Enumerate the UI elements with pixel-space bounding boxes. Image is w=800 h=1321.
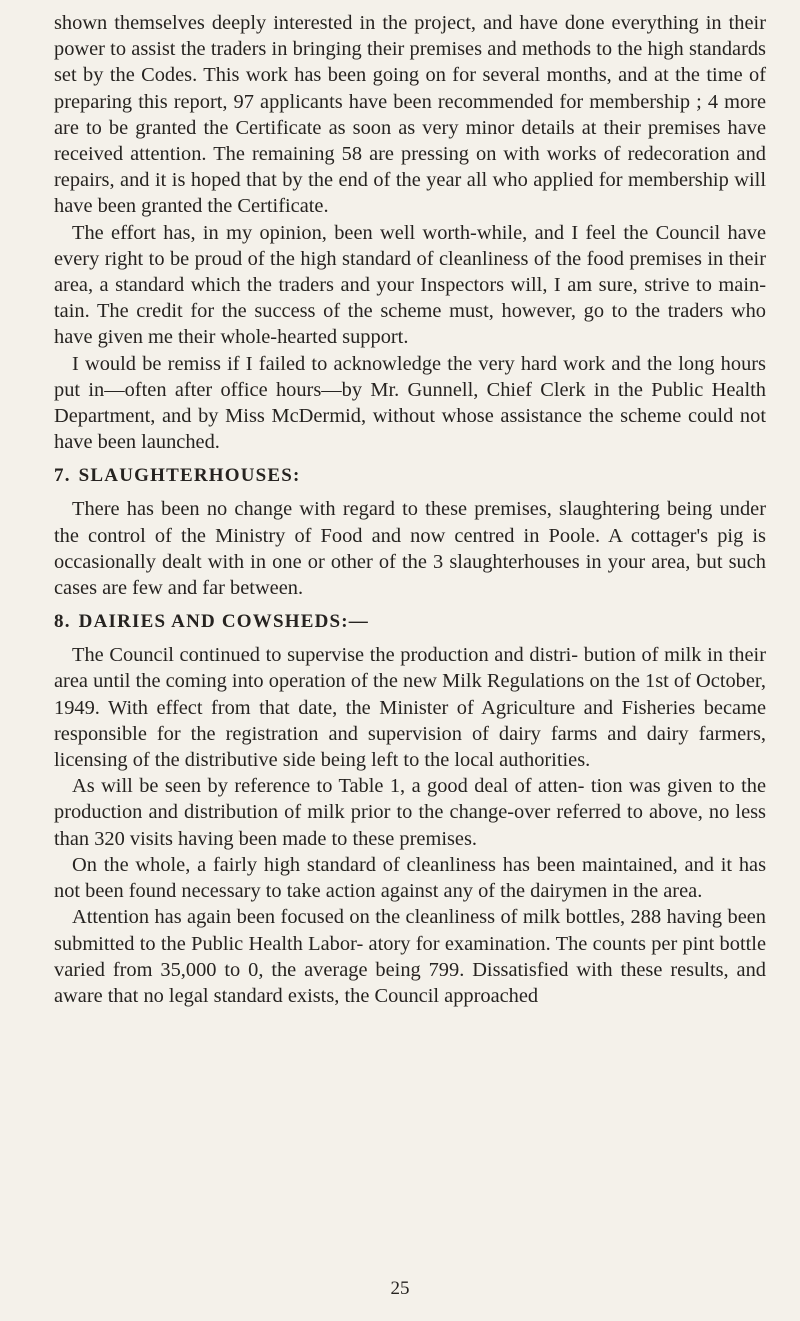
- paragraph-cleanliness: On the whole, a fairly high standard of cleanliness has been maintained, and it has not been found necessary to take action against any of the dairymen in the area.: [54, 853, 766, 903]
- paragraph-slaughterhouses: There has been no change with regard to these premises, slaughtering being under the control of the Ministry of Food and now centred in Poole. A cottager's pig is occasionally dealt with in one or other of the 3 slaughterhouses in your area, but such cases are few and far between.: [54, 498, 766, 600]
- section-number: 8.: [54, 611, 71, 633]
- paragraph-membership-progress: shown themselves deeply interested in the project, and have done everything in their power to assist the traders in bringing their premises and methods to the high standards set by the Codes. This work has been going on for several months, and at the time of preparing this report, 97 applicants have been recommended for membership ; 4 more are to be granted the Certificate as soon as very minor details at their premises have received attention. The remaining 58 are pressing on with works of redecoration and repairs, and it is hoped that by the end of the year all who applied for membership will have been granted the Certificate.: [54, 12, 766, 218]
- paragraph-effort-worthwhile: The effort has, in my opinion, been well worth-while, and I feel the Council have every right to be proud of the high standard of cleanliness of the food premises in their area, a standard which the traders and your Inspectors will, I am sure, strive to main- tain. The credit for the success of the scheme must, however, go to the traders who have given me their whole-hearted support.: [54, 221, 766, 349]
- section-heading-slaughterhouses: [54, 464, 766, 488]
- paragraph-milk-regulations: The Council continued to supervise the production and distri- bution of milk in their area until the coming into operation of the new Milk Regulations on the 1st of October, 1949. With effect from that date, the Minister of Agriculture and Fisheries became responsible for the registration and supervision of dairy farms and dairy farmers, licensing of the distributive side being left to the local authorities.: [54, 644, 766, 772]
- paragraph-milk-bottles: Attention has again been focused on the cleanliness of milk bottles, 288 having been submitted to the Public Health Labor- atory for examination. The counts per pint bottle varied from 35,000 to 0, the average being 799. Dissatisfied with these results, and aware that no legal standard exists, the Council approached: [54, 906, 766, 1007]
- document-page: [54, 0, 766, 1009]
- paragraph-acknowledgement: I would be remiss if I failed to acknowledge the very hard work and the long hours put in—often after office hours—by Mr. Gunnell, Chief Clerk in the Public Health Department, and by Miss McDermid, without whose assistance the scheme could not have been launched.: [54, 352, 766, 454]
- paragraph-table-reference: As will be seen by reference to Table 1, a good deal of atten- tion was given to the production and distribution of milk prior to the change-over referred to above, no less than 320 visits having been made to these premises.: [54, 775, 766, 850]
- section-title: DAIRIES AND COWSHEDS:—: [78, 611, 369, 633]
- section-number: 7.: [54, 465, 71, 487]
- section-title: SLAUGHTERHOUSES:: [78, 465, 301, 487]
- section-heading-dairies: [54, 610, 766, 634]
- page-number: 25: [390, 1278, 410, 1299]
